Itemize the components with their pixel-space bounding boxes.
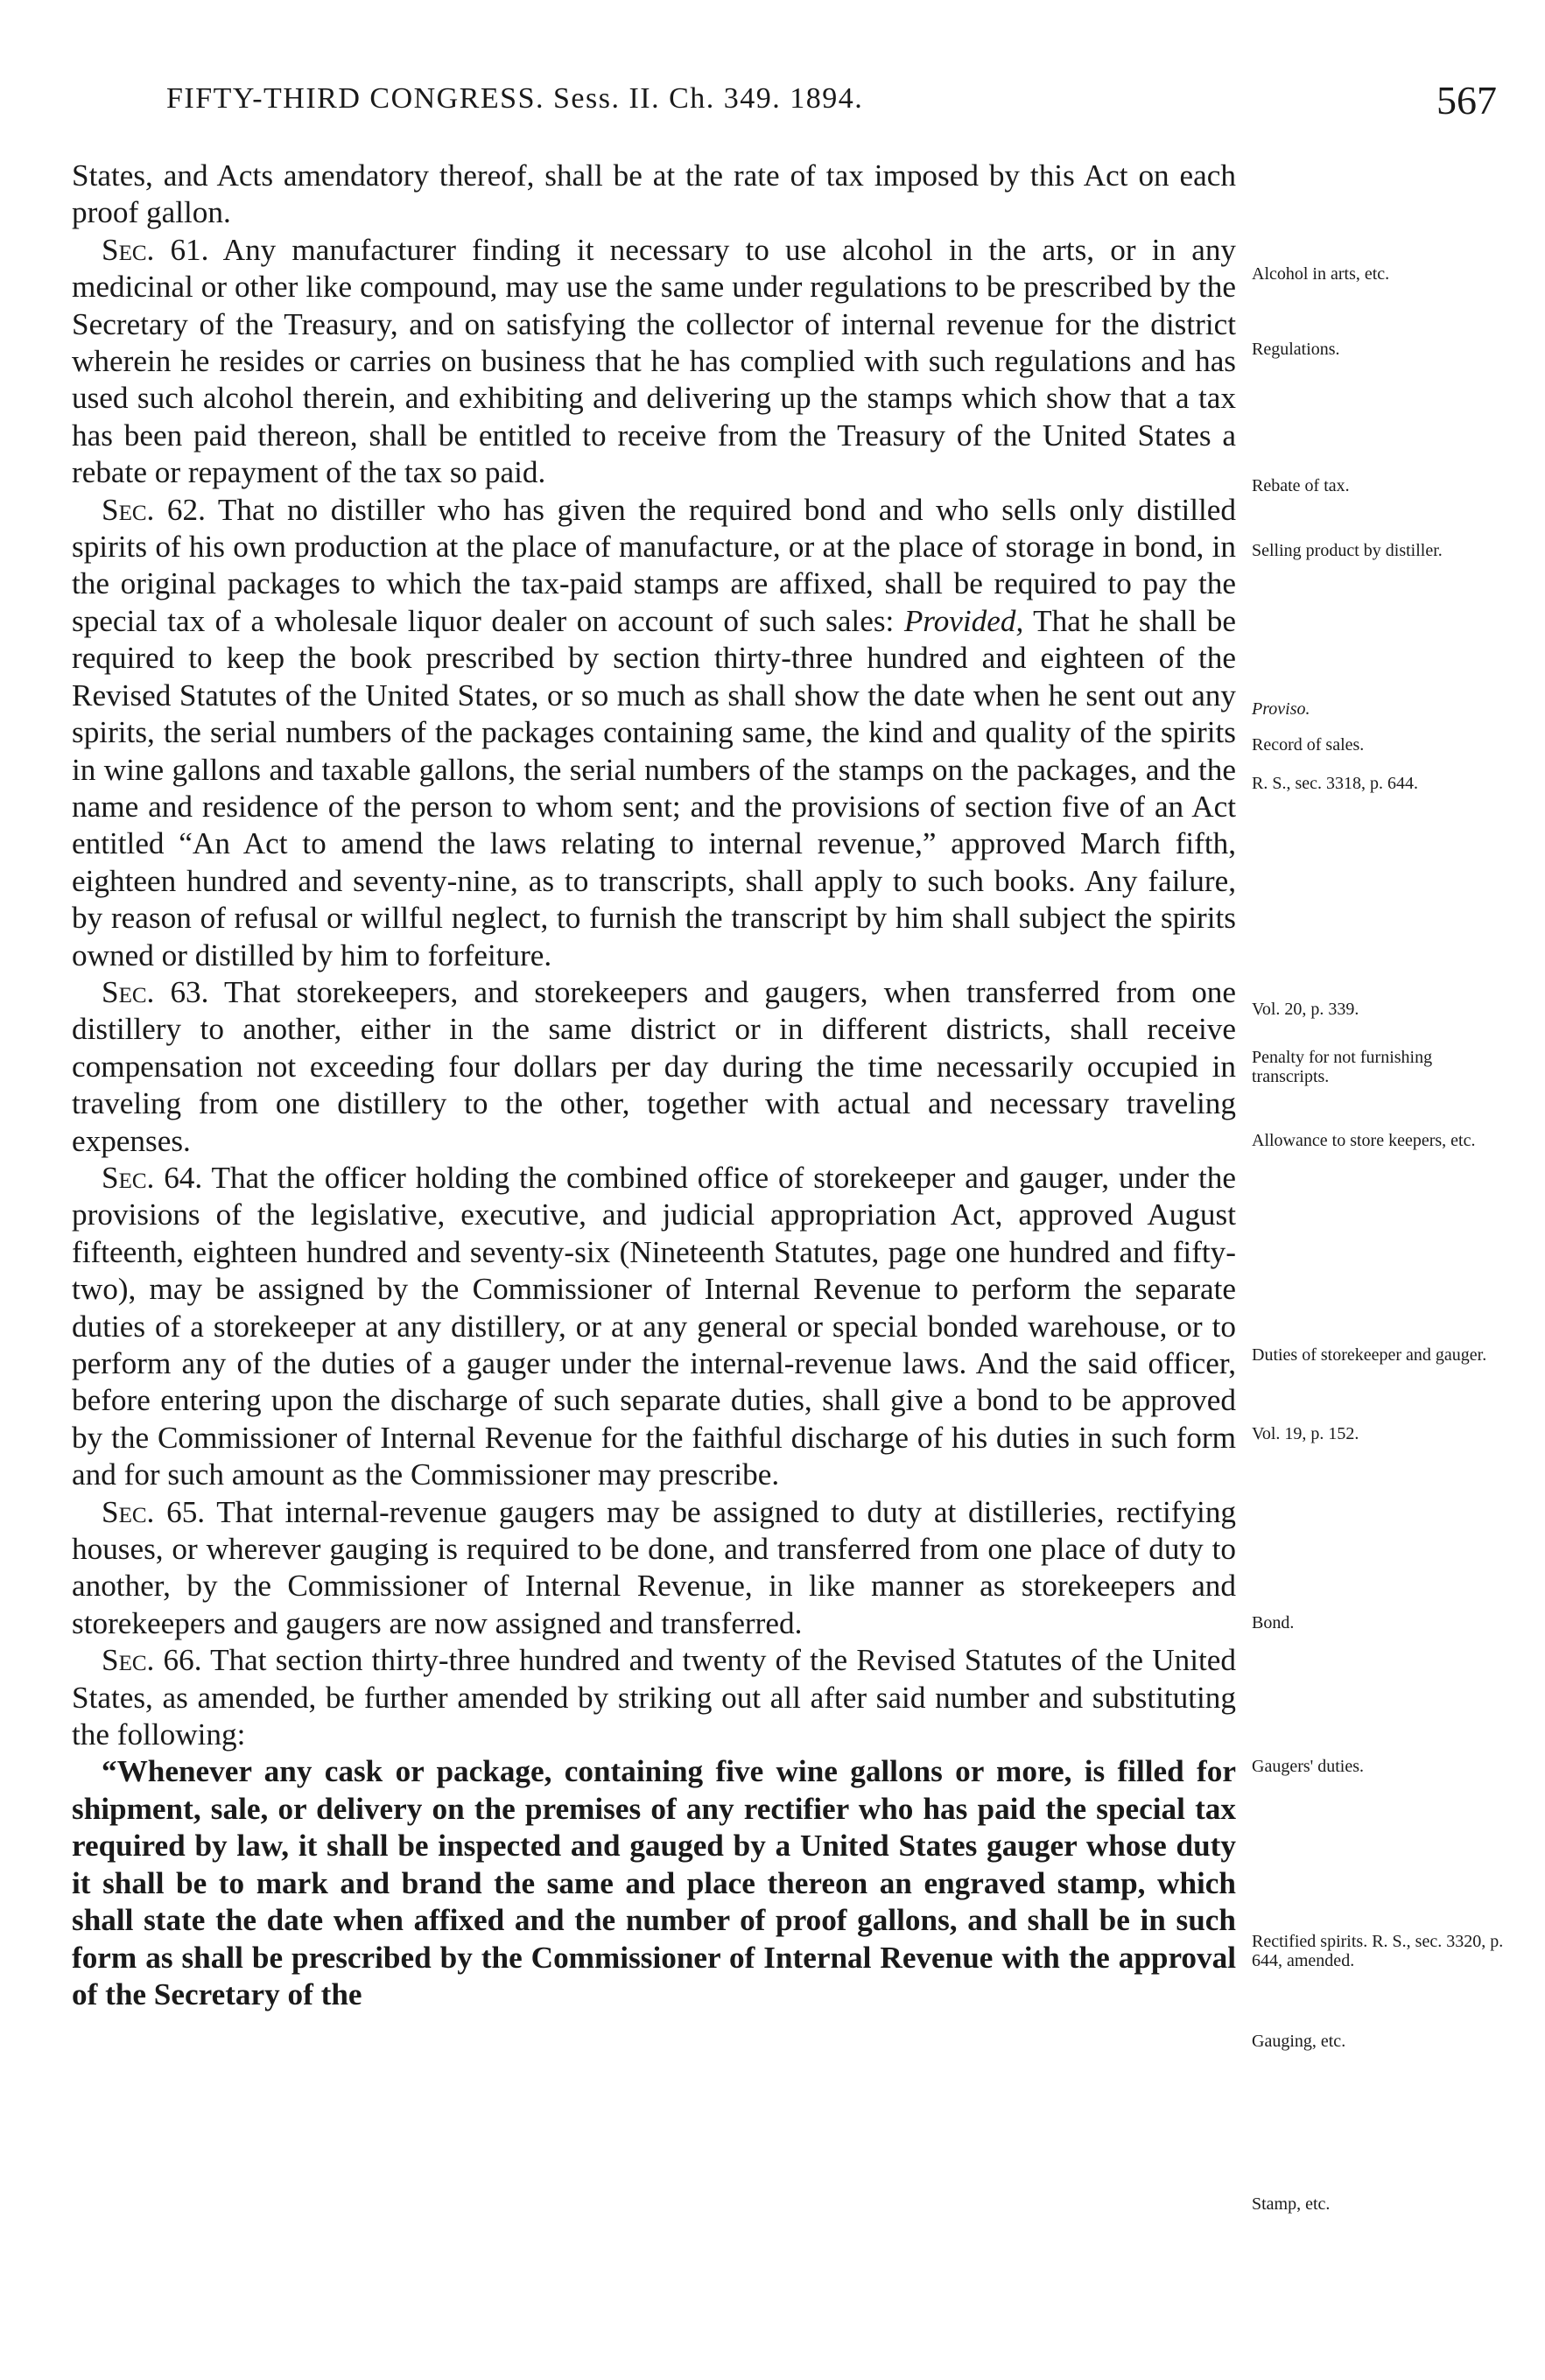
margin-note-vol19: Vol. 19, p. 152. — [1252, 1424, 1359, 1443]
section-61-text: Any manufacturer finding it necessary to use alcohol in the arts, or in any medicinal or other like compound, may use the same under regulations to be prescribed by the Secretary of the Treasury, and on satisfying the collector of internal revenue for the district wherein he resides or carries on business that he has complied with such regulations and has used such alcohol therein, and exhibiting and delivering up the stamps which show that a tax has been paid thereon, shall be entitled to receive from the Treasury of the United States a rebate or repayment of the tax so paid. — [72, 232, 1237, 490]
margin-note-vol20: Vol. 20, p. 339. — [1252, 1000, 1359, 1019]
section-65 — [72, 1494, 1236, 1643]
margin-note-gaugers-duties: Gaugers' duties. — [1252, 1757, 1365, 1776]
continuation-paragraph — [72, 158, 1236, 232]
section-64-text: That the officer holding the combined office of storekeeper and gauger, under the provisions of the legislative, executive, and judicial appropriation Act, approved August fifteenth, eighteen hundred and seventy-six (Nineteenth Statutes, page one hundred and fifty-two), may be assigned by the Commissioner of Internal Revenue to perform the separate duties of a storekeeper at any distillery, or at any general or special bonded warehouse, or to perform any of the duties of a gauger under the internal-revenue laws. And the said officer, before entering upon the discharge of such separate duties, shall give a bond to be approved by the Commissioner of Internal Revenue for the faithful discharge of his duties in such form and for such amount as the Commissioner may prescribe. — [72, 1160, 1237, 1492]
continuation-text: States, and Acts amendatory thereof, shall be at the rate of tax imposed by this Act on each proof gallon. — [72, 158, 1236, 230]
section-63-text: That storekeepers, and storekeepers and gaugers, when transferred from one distillery to another, either in the same district or in different districts, shall receive compensation not exceeding four dollars per day during the time necessarily occupied in traveling from one distillery to the other, together with actual and necessary traveling expenses. — [72, 974, 1236, 1158]
section-65-text: That internal-revenue gaugers may be assigned to duty at distilleries, rectifying houses, or wherever gauging is required to be done, and transferred from one place of duty to another, by the Commissioner of Internal Revenue, in like manner as storekeepers and storekeepers and gaugers are now assigned and transferred. — [72, 1494, 1237, 1640]
section-66 — [72, 1642, 1236, 1753]
margin-note-regulations: Regulations. — [1252, 340, 1340, 359]
margin-note-record-of-sales: Record of sales. — [1252, 735, 1365, 755]
section-61 — [72, 232, 1236, 492]
section-66-label: Sec. 66. — [102, 1643, 202, 1678]
section-62-label: Sec. 62. — [102, 492, 206, 527]
section-62-text-a: That no distiller who has given the required bond and who sells only distilled spirits of his own production at the place of manufacture, or at the place of storage in bond, in the original packages to which the tax-paid stamps are affixed, shall be required to pay the special tax of a wholesale liquor dealer on account of such sales: — [72, 492, 1237, 638]
margin-note-rs-3318: R. S., sec. 3318, p. 644. — [1252, 774, 1418, 793]
margin-note-rebate: Rebate of tax. — [1252, 476, 1350, 495]
section-63-label: Sec. 63. — [102, 974, 209, 1009]
margin-notes — [1252, 0, 1506, 2380]
section-62-proviso: Provided, — [903, 603, 1024, 638]
section-65-label: Sec. 65. — [102, 1494, 206, 1529]
margin-note-stamp: Stamp, etc. — [1252, 2194, 1331, 2214]
margin-note-bond: Bond. — [1252, 1613, 1295, 1632]
quoted-amendment-text: “Whenever any cask or package, containing five wine gallons or more, is filled for shipment, sale, or delivery on the premises of any rectifier who has paid the special tax required by law, it shall be inspected and gauged by a United States gauger whose duty it shall be to mark and brand the same and place thereon an engraved stamp, which shall state the date when affixed and the number of proof gallons, and shall be in such form as shall be prescribed by the Commissioner of Internal Revenue with the approval of the Secretary of the — [72, 1754, 1236, 2011]
section-64-label: Sec. 64. — [102, 1160, 203, 1195]
margin-note-penalty: Penalty for not furnishing transcripts. — [1252, 1048, 1433, 1086]
section-61-label: Sec. 61. — [102, 232, 209, 267]
section-63 — [72, 974, 1236, 1160]
margin-note-duties: Duties of storekeeper and gauger. — [1252, 1345, 1487, 1365]
section-62 — [72, 492, 1236, 974]
margin-note-allowance: Allowance to store keepers, etc. — [1252, 1131, 1476, 1150]
running-title: FIFTY-THIRD CONGRESS. Sess. II. Ch. 349. 1894. — [166, 82, 864, 115]
quoted-amendment — [72, 1753, 1236, 2013]
margin-note-rectified-spirits: Rectified spirits. R. S., sec. 3320, p. 644, amended. — [1252, 1932, 1504, 1970]
margin-note-alcohol: Alcohol in arts, etc. — [1252, 264, 1390, 284]
body-text — [72, 158, 1236, 2013]
margin-note-gauging: Gauging, etc. — [1252, 2032, 1346, 2051]
section-66-text: That section thirty-three hundred and twenty of the Revised Statutes of the United States, as amended, be further amended by striking out all after said number and substituting the following: — [72, 1643, 1237, 1752]
margin-note-selling-product: Selling product by distiller. — [1252, 541, 1443, 560]
page-number: 567 — [1436, 78, 1497, 123]
section-64 — [72, 1160, 1236, 1494]
section-62-text-b: That he shall be required to keep the book prescribed by section thirty-three hundred and eighteen of the Revised Statutes of the United States, or so much as shall show the date when he sent out any spirits, the serial numbers of the packages containing same, the kind and quality of the spirits in wine gallons and taxable gallons, the serial numbers of the stamps on the packages, and the name and residence of the person to whom sent; and the provisions of section five of an Act entitled “An Act to amend the laws relating to internal revenue,” approved March fifth, eighteen hundred and seventy-nine, as to transcripts, shall apply to such books. Any failure, by reason of refusal or willful neglect, to furnish the transcript by him shall subject the spirits owned or distilled by him to forfeiture. — [72, 603, 1236, 972]
margin-note-proviso: Proviso. — [1252, 699, 1310, 719]
